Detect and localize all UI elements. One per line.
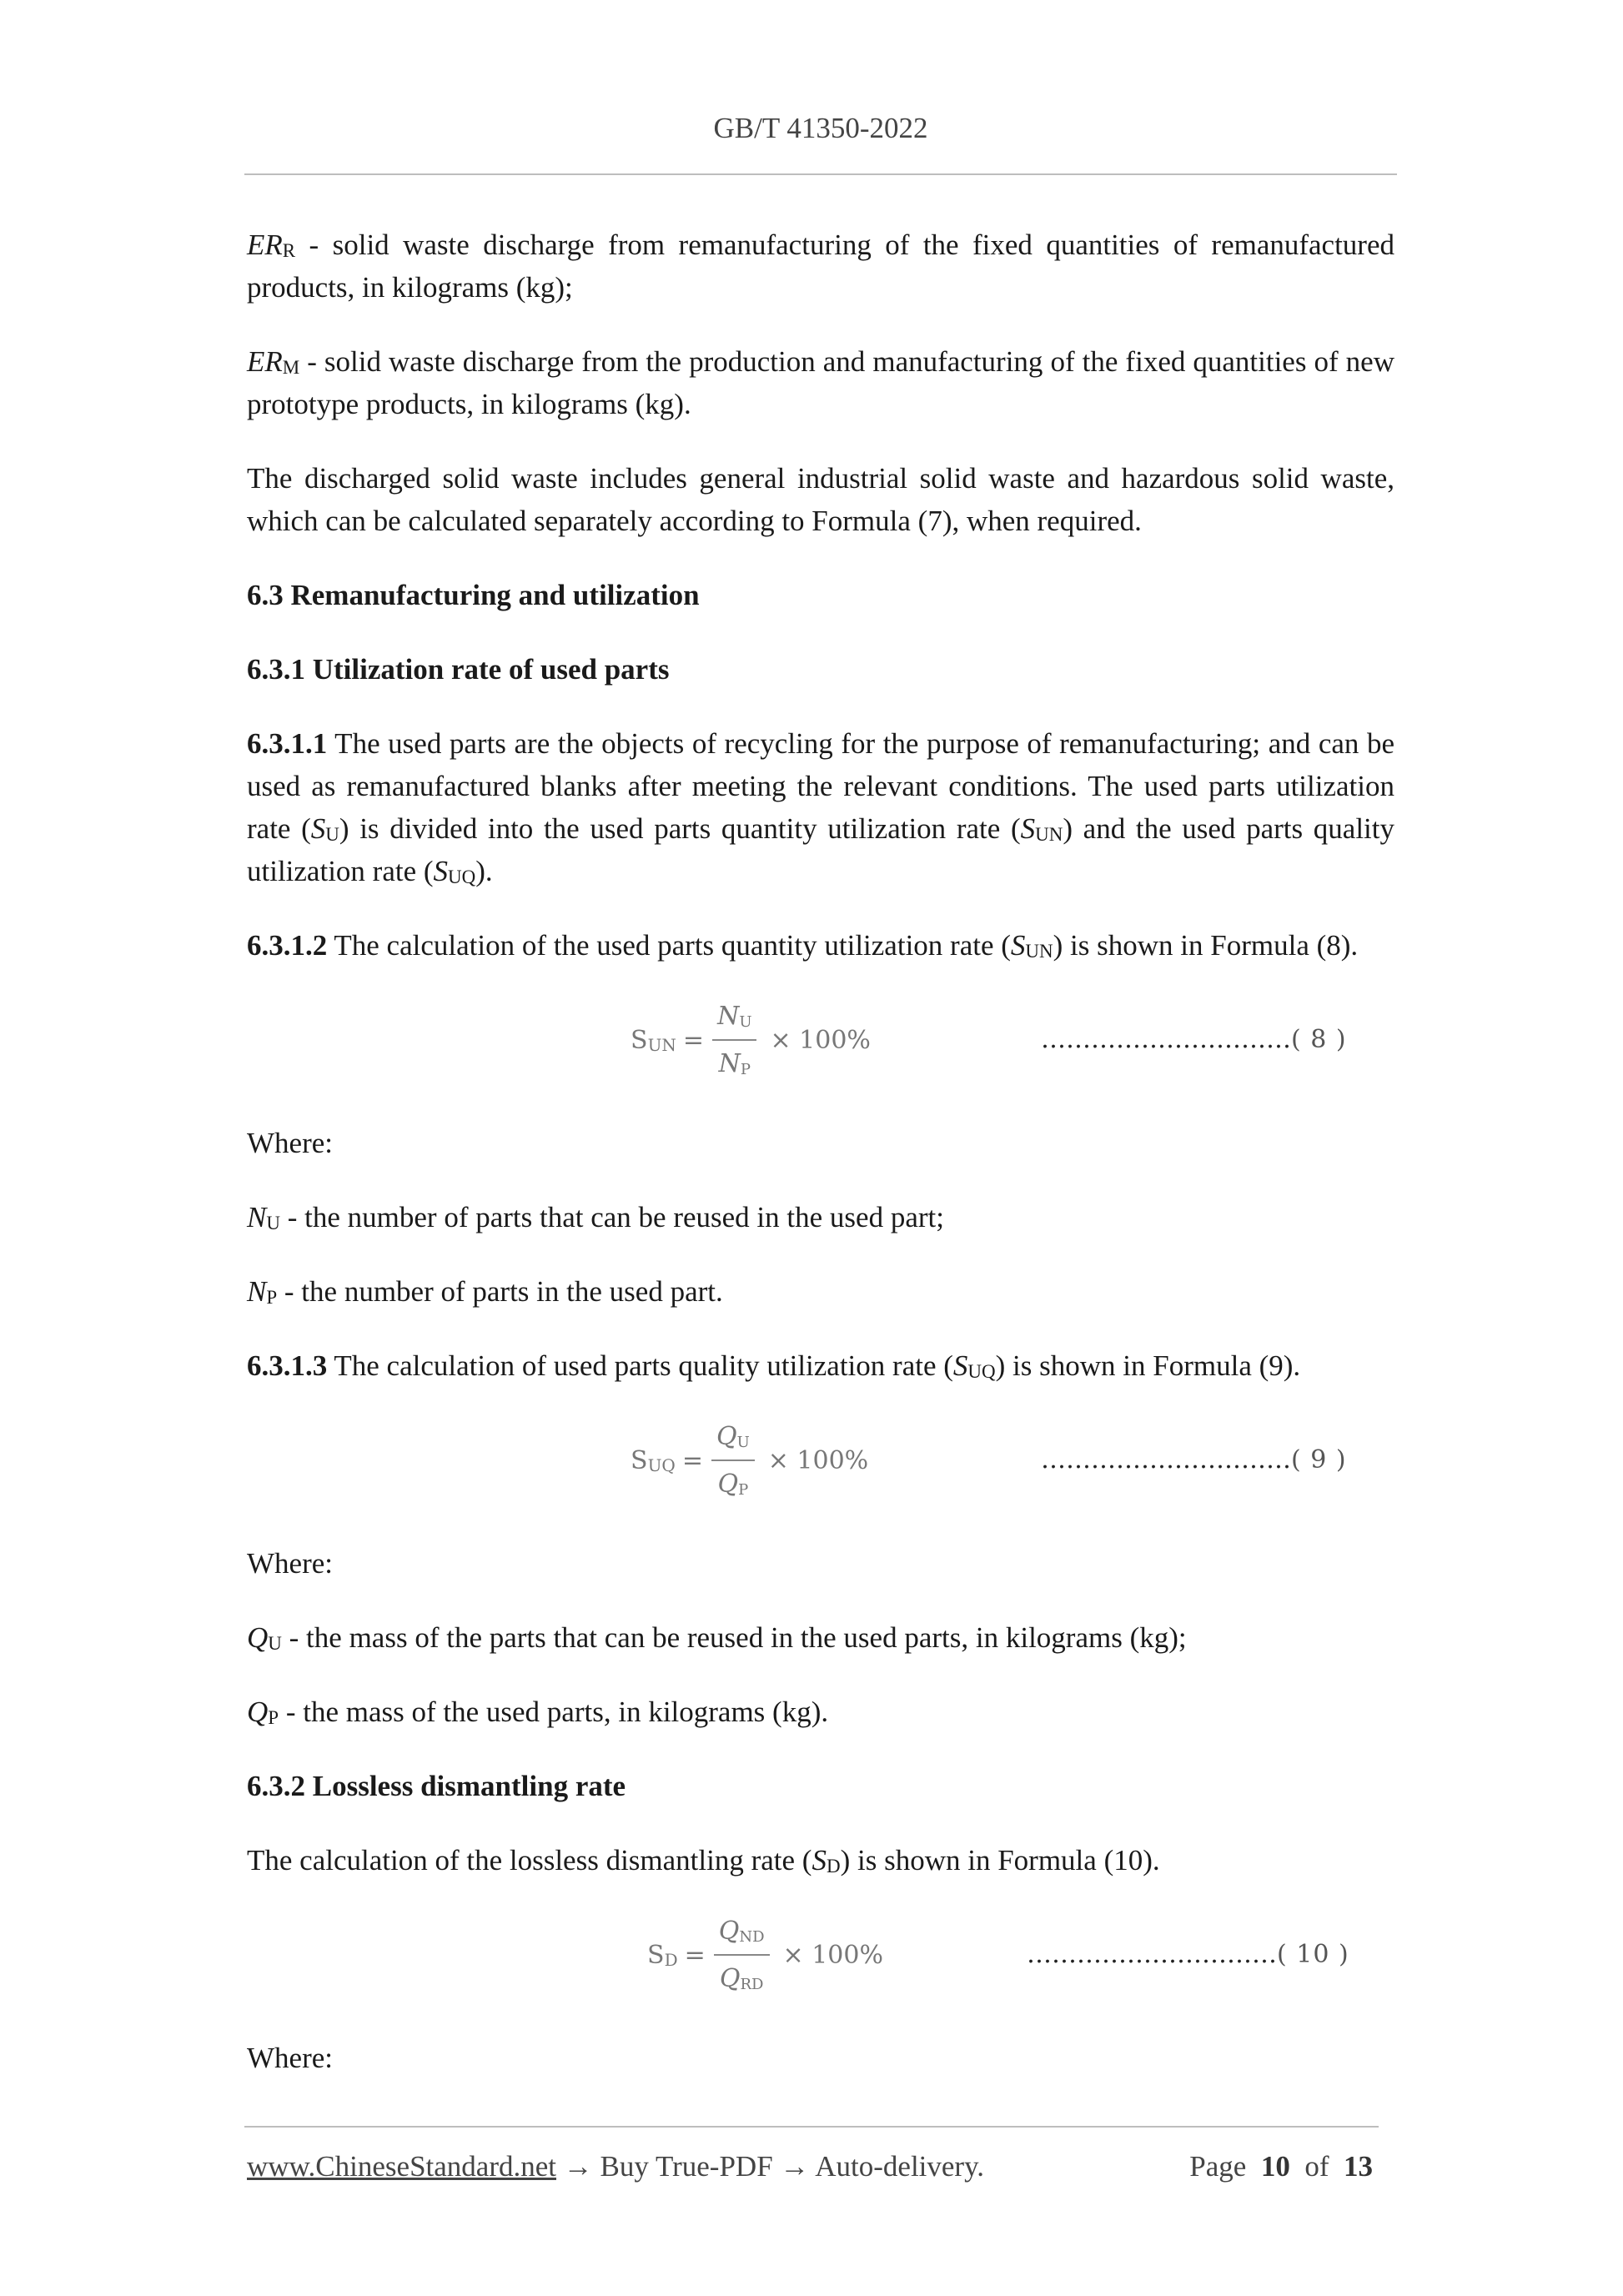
den-symbol: N [718,1049,741,1078]
lhs-sub: UQ [647,1454,676,1475]
den-sub: P [738,1481,749,1499]
formula-label: ( 10 ) [1277,1940,1349,1969]
definition-q-u [247,1616,1394,1659]
clause-6-3-1-2 [247,924,1394,967]
formula-8-expression [631,998,876,1082]
lhs-symbol: S [647,1940,665,1970]
num-sub: U [739,1013,752,1031]
definition-er-r [247,224,1394,309]
symbol: Q [247,1621,269,1654]
symbol-sub: U [266,1213,280,1233]
symbol-sub: M [282,357,300,378]
symbol-sub: D [826,1856,841,1876]
leader-dots: ………………………… [1027,1940,1277,1969]
den-symbol: Q [717,1470,739,1499]
clause-text: The used parts are the objects of recycling for the purpose of remanufacturing; and can be used as remanufactured blanks after meeting the relevant conditions. The used parts utilization rate ( [247,727,1394,845]
fraction [712,995,756,1085]
times-100-percent: × 100% [782,1940,883,1970]
formula-9-number [1041,1419,1347,1502]
formula-9-expression [631,1419,873,1502]
arrow-icon: → [556,2150,600,2183]
page-content [247,224,1394,2111]
times-100-percent: × 100% [767,1445,869,1475]
clause-6-3-1-1 [247,722,1394,892]
clause-number: 6.3.1.2 [247,929,328,962]
symbol: ER [247,229,283,261]
num-symbol: Q [718,1917,740,1946]
clause-6-3-1-3 [247,1344,1394,1387]
formula-10-expression [647,1913,888,1997]
header-rule [244,173,1397,175]
paragraph-discharge: The discharged solid waste includes general industrial solid waste and hazardous solid waste, which can be calculated separately according to Formula (7), when required. [247,462,1394,537]
buy-true-pdf-text: Buy True-PDF [600,2150,773,2183]
lhs-sub: D [664,1949,678,1970]
clause-6-3-2 [247,1839,1394,1882]
num-symbol: N [717,1002,740,1031]
website-link[interactable]: www.ChineseStandard.net [247,2150,556,2183]
clause-text: ) is shown in Formula (10). [840,1844,1160,1876]
clause-text: ) is shown in Formula (9). [995,1349,1301,1382]
page-footer [247,2150,1381,2183]
leader-dots: ………………………… [1041,1445,1291,1475]
footer-rule [244,2126,1379,2128]
heading-6-3-2: 6.3.2 Lossless dismantling rate [247,1770,626,1802]
den-sub: RD [740,1976,764,1993]
symbol: S [1020,812,1036,845]
symbol: S [310,812,326,845]
clause-text: ) is shown in Formula (8). [1053,929,1359,962]
symbol: ER [247,345,283,378]
symbol-sub: U [325,824,339,845]
clause-text: The calculation of used parts quality utilization rate ( [327,1349,953,1382]
clause-number: 6.3.1.1 [247,727,328,760]
arrow-icon: → [772,2150,816,2183]
formula-8 [247,998,1394,1082]
formula-label: ( 8 ) [1291,1025,1347,1054]
numerator [714,1910,770,1956]
auto-delivery-text: Auto-delivery. [815,2150,985,2183]
symbol-sub: UN [1035,824,1063,845]
definition-er-m [247,340,1394,425]
page-total: 13 [1344,2150,1373,2183]
definition-q-p [247,1691,1394,1733]
symbol-sub: P [268,1707,279,1728]
leader-dots: ………………………… [1041,1025,1291,1054]
numerator [712,995,756,1041]
lhs-symbol: S [631,1025,648,1055]
formula-10-number [1027,1913,1349,1997]
denominator [714,1041,756,1085]
clause-text: The calculation of the lossless dismantling rate ( [247,1844,812,1876]
definition-text: - solid waste discharge from the production and manufacturing of the fixed quantities of new prototype products, in kilograms (kg). [247,345,1394,420]
symbol: N [247,1201,267,1233]
numerator [711,1415,755,1461]
num-sub: ND [739,1928,765,1946]
symbol-sub: UQ [967,1361,996,1382]
clause-text: ) and the used parts quality utilization rate ( [247,812,1394,887]
clause-text: ) is divided into the used parts quantity utilization rate ( [339,812,1021,845]
symbol: S [1010,929,1026,962]
formula-10 [247,1913,1394,1997]
num-sub: U [736,1434,750,1451]
where-label: Where: [247,2042,333,2074]
lhs-sub: UN [647,1034,676,1055]
definition-text: - the number of parts that can be reused in the used part; [279,1201,944,1233]
where-label: Where: [247,1127,333,1159]
definition-n-p [247,1270,1394,1313]
symbol: N [247,1275,267,1308]
definition-n-u [247,1196,1394,1238]
clause-number: 6.3.1.3 [247,1349,328,1382]
formula-lhs [647,1934,678,1977]
heading-6-3: 6.3 Remanufacturing and utilization [247,579,700,611]
symbol-sub: P [266,1287,278,1308]
clause-text: ). [475,855,493,887]
equals-sign: = [684,1940,706,1970]
den-symbol: Q [719,1964,741,1993]
definition-text: - solid waste discharge from remanufacturing of the fixed quantities of remanufactured products, in kilograms (kg); [247,229,1394,304]
symbol-sub: UQ [448,867,476,887]
symbol: S [952,1349,968,1382]
where-label: Where: [247,1547,333,1580]
page-indicator [1189,2150,1373,2183]
num-symbol: Q [716,1422,737,1451]
denominator [715,1956,769,2000]
page-number: 10 [1260,2150,1290,2183]
page-header-title: GB/T 41350-2022 [713,112,928,144]
heading-6-3-1: 6.3.1 Utilization rate of used parts [247,653,670,686]
denominator [712,1461,753,1505]
formula-lhs [631,1019,676,1062]
equals-sign: = [682,1025,705,1055]
clause-text: The calculation of the used parts quantity utilization rate ( [327,929,1011,962]
definition-text: - the mass of the parts that can be reused in the used parts, in kilograms (kg); [281,1621,1187,1654]
symbol-sub: R [282,240,296,261]
formula-9 [247,1419,1394,1502]
symbol: S [812,1844,827,1876]
symbol-sub: U [268,1633,282,1654]
fraction [714,1910,770,2000]
equals-sign: = [681,1445,703,1475]
formula-label: ( 9 ) [1291,1445,1347,1475]
den-sub: P [740,1061,751,1078]
symbol: S [433,855,449,887]
fraction [711,1415,755,1505]
of-label: of [1304,2150,1329,2183]
lhs-symbol: S [631,1445,648,1475]
page-label: Page [1189,2150,1247,2183]
definition-text: - the mass of the used parts, in kilograms (kg). [279,1696,829,1728]
symbol-sub: UN [1025,941,1053,962]
times-100-percent: × 100% [770,1025,871,1055]
symbol: Q [247,1696,269,1728]
formula-8-number [1041,998,1347,1082]
formula-lhs [631,1439,676,1482]
definition-text: - the number of parts in the used part. [277,1275,723,1308]
